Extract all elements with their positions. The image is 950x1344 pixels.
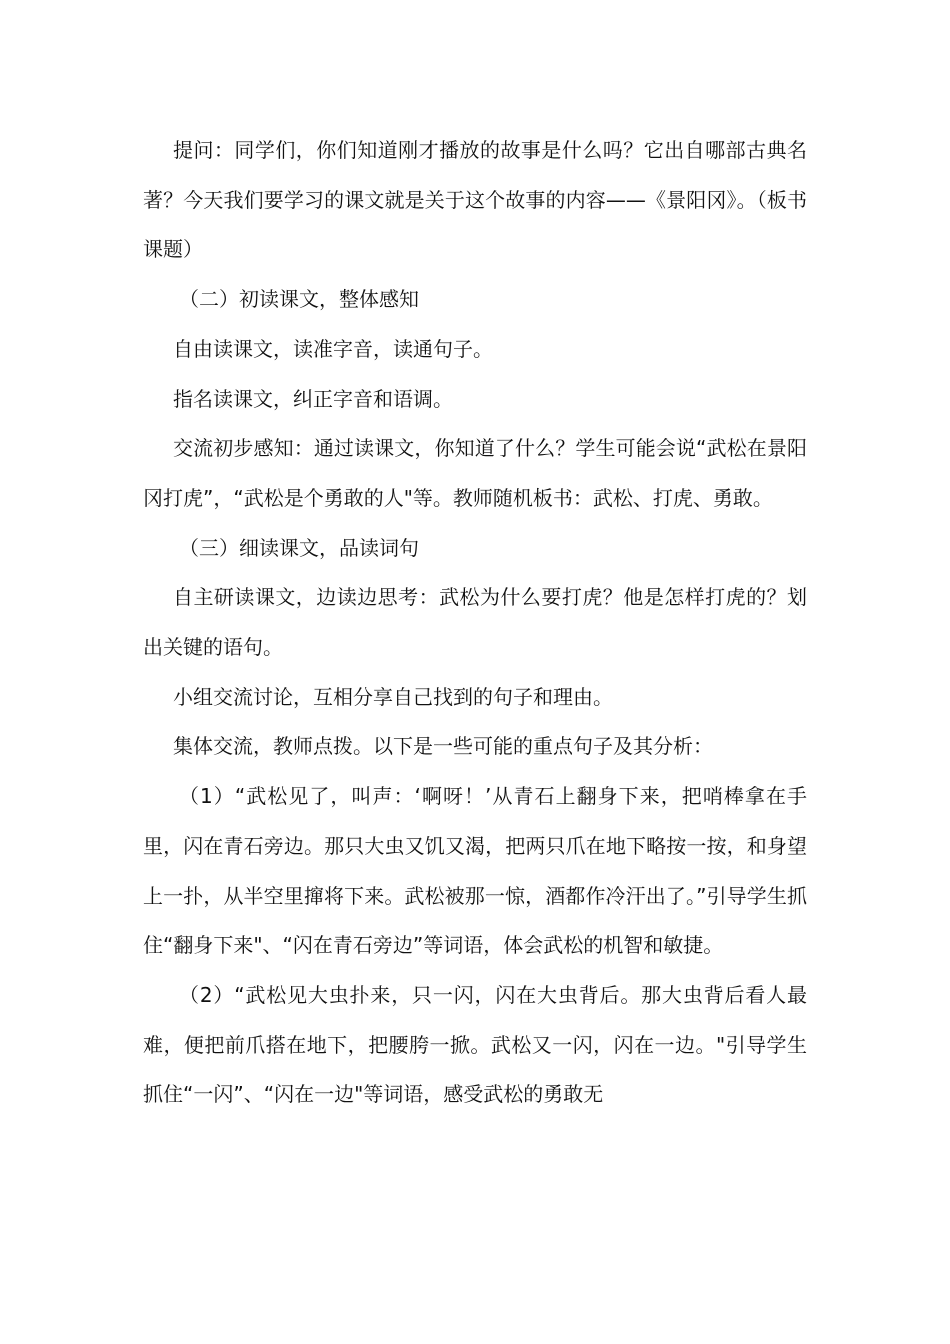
paragraph-initial-perception: 交流初步感知：通过读课文，你知道了什么？学生可能会说“武松在景阳冈打虎”，“武松是个勇敢的人"等。教师随机板书：武松、打虎、勇敢。 [143,436,807,510]
document-body [143,126,807,1120]
paragraph-named-reading: 指名读课文，纠正字音和语调。 [173,386,453,411]
section-heading-close-reading: （三）细读课文，品读词句 [179,535,419,560]
paragraph-key-sentence-2: （2）“武松见大虫扑来，只一闪，闪在大虫背后。那大虫背后看人最难，便把前爪搭在地下，把腰胯一掀。武松又一闪，闪在一边。"引导学生抓住“一闪”、“闪在一边"等词语，感受武松的勇敢无 [143,982,807,1107]
paragraph-self-study: 自主研读课文，边读边思考：武松为什么要打虎？他是怎样打虎的？划出关键的语句。 [143,585,807,660]
section-heading-first-reading: （二）初读课文，整体感知 [179,287,419,312]
paragraph-question-intro: 提问：同学们，你们知道刚才播放的故事是什么吗？它出自哪部古典名著？今天我们要学习的课文就是关于这个故事的内容——《景阳冈》。（板书课题） [143,138,807,262]
paragraph-key-sentence-1: （1）“武松见了，叫声：‘啊呀！’从青石上翻身下来，把哨棒拿在手里，闪在青石旁边。那只大虫又饥又渴，把两只爪在地下略按一按，和身望上一扑，从半空里撺将下来。武松被那一惊，酒都作冷汗出了。”引导学生抓住“翻身下来"、“闪在青石旁边”等词语，体会武松的机智和敏捷。 [143,784,807,958]
paragraph-group-discussion: 小组交流讨论，互相分享自己找到的句子和理由。 [173,684,613,709]
paragraph-collective-exchange: 集体交流，教师点拨。以下是一些可能的重点句子及其分析： [173,734,713,759]
paragraph-free-reading: 自由读课文，读准字音，读通句子。 [173,336,493,361]
